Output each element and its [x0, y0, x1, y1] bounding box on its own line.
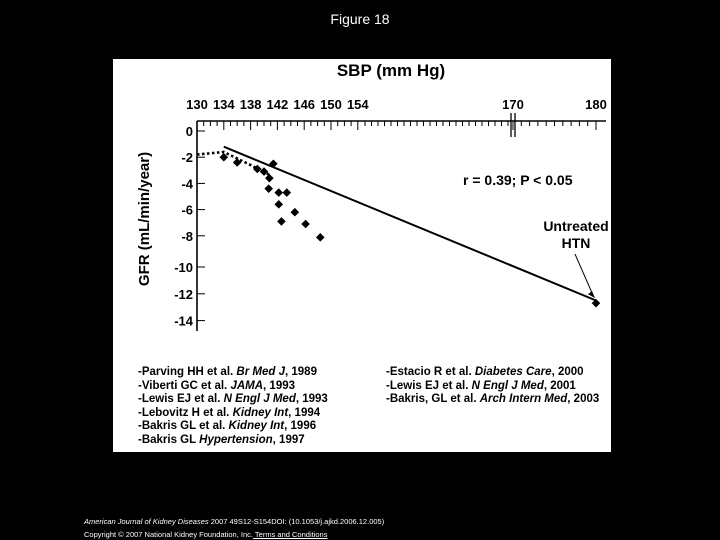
reference-year: , 1993 — [263, 379, 296, 392]
data-point — [264, 184, 273, 193]
reference-author: -Lewis EJ et al. — [138, 393, 224, 406]
reference-journal: Kidney Int — [228, 420, 285, 433]
stat-annotation: r = 0.39; P < 0.05 — [463, 172, 573, 188]
chart-title: SBP (mm Hg) — [336, 61, 446, 80]
journal-name: American Journal of Kidney Diseases — [84, 517, 209, 526]
data-point — [282, 188, 291, 197]
data-point — [274, 200, 283, 209]
y-tick-label: -8 — [181, 228, 193, 244]
references-left — [138, 366, 328, 448]
reference-item — [138, 393, 328, 407]
reference-journal: N Engl J Med — [223, 393, 296, 406]
labels-layer — [136, 61, 609, 329]
reference-item — [138, 380, 328, 394]
reference-item — [138, 434, 328, 448]
citation-text: 2007 49S12-S154DOI: (10.1053/j.ajkd.2006.12.005) — [208, 517, 385, 526]
y-tick-label: -6 — [181, 202, 193, 218]
reference-item — [138, 420, 328, 434]
reference-year: , 2001 — [543, 379, 576, 392]
reference-year: , 1993 — [295, 393, 328, 406]
y-tick-label: -12 — [174, 286, 193, 302]
dotted-trend-line — [197, 152, 271, 176]
references-right — [386, 366, 599, 407]
reference-author: -Lewis EJ et al. — [386, 379, 472, 392]
reference-item — [386, 366, 599, 380]
copyright-text: Copyright © 2007 National Kidney Foundation, Inc. — [84, 530, 253, 539]
reference-year: , 1996 — [284, 420, 317, 433]
reference-author: -Viberti GC et al. — [138, 379, 231, 392]
reference-journal: Kidney Int — [232, 406, 289, 419]
reference-journal: Diabetes Care — [474, 366, 552, 378]
reference-item — [138, 366, 328, 380]
annotation-arrow — [575, 254, 593, 295]
reference-year: , 2003 — [567, 393, 600, 406]
terms-link[interactable]: Terms and Conditions — [252, 530, 328, 539]
y-tick-label: -14 — [174, 313, 193, 329]
data-point — [316, 233, 325, 242]
reference-journal: Arch Intern Med — [479, 393, 568, 406]
untreated-label: Untreated — [543, 218, 609, 234]
x-tick-label: 170 — [502, 97, 524, 112]
data-point — [233, 158, 242, 167]
x-tick-label: 134 — [212, 97, 235, 112]
figure-title: Figure 18 — [330, 11, 390, 27]
footer-citation — [84, 517, 384, 526]
data-point — [291, 208, 300, 217]
reference-journal: Br Med J — [236, 366, 285, 378]
y-tick-label: 0 — [185, 124, 193, 139]
reference-year: , 1989 — [285, 366, 317, 378]
reference-journal: JAMA — [230, 379, 264, 392]
data-point — [265, 174, 274, 183]
reference-author: -Bakris, GL et al. — [386, 393, 480, 406]
htn-label: HTN — [561, 235, 591, 251]
reference-author: -Parving HH et al. — [138, 366, 237, 378]
figure-panel — [113, 59, 611, 452]
reference-item — [386, 380, 599, 394]
reference-author: -Lebovitz H et al. — [138, 406, 233, 419]
reference-year: , 2000 — [551, 366, 584, 378]
reference-year: , 1994 — [288, 406, 321, 419]
reference-year: , 1997 — [272, 433, 305, 446]
reference-author: -Estacio R et al. — [386, 366, 475, 378]
x-tick-label: 138 — [239, 97, 262, 112]
data-point — [277, 217, 286, 226]
footer-copyright — [84, 530, 327, 539]
y-axis-label: GFR (mL/min/year) — [136, 151, 153, 287]
x-tick-label: 142 — [266, 97, 289, 112]
gfr-sbp-chart — [113, 59, 611, 359]
y-tick-label: -2 — [181, 150, 193, 166]
data-point — [301, 220, 310, 229]
x-tick-label: 146 — [293, 97, 316, 112]
reference-author: -Bakris GL et al. — [138, 420, 229, 433]
y-tick-label: -4 — [181, 176, 193, 192]
reference-journal: Hypertension — [199, 433, 273, 446]
x-tick-label: 150 — [320, 97, 342, 112]
x-tick-label: 180 — [585, 97, 607, 112]
reference-item — [138, 407, 328, 421]
reference-author: -Bakris GL — [138, 433, 200, 446]
x-tick-label: 154 — [346, 97, 369, 112]
reference-journal: N Engl J Med — [471, 379, 544, 392]
data-point — [274, 188, 283, 197]
x-tick-label: 130 — [186, 97, 208, 112]
y-tick-label: -10 — [174, 260, 193, 275]
reference-item — [386, 393, 599, 407]
